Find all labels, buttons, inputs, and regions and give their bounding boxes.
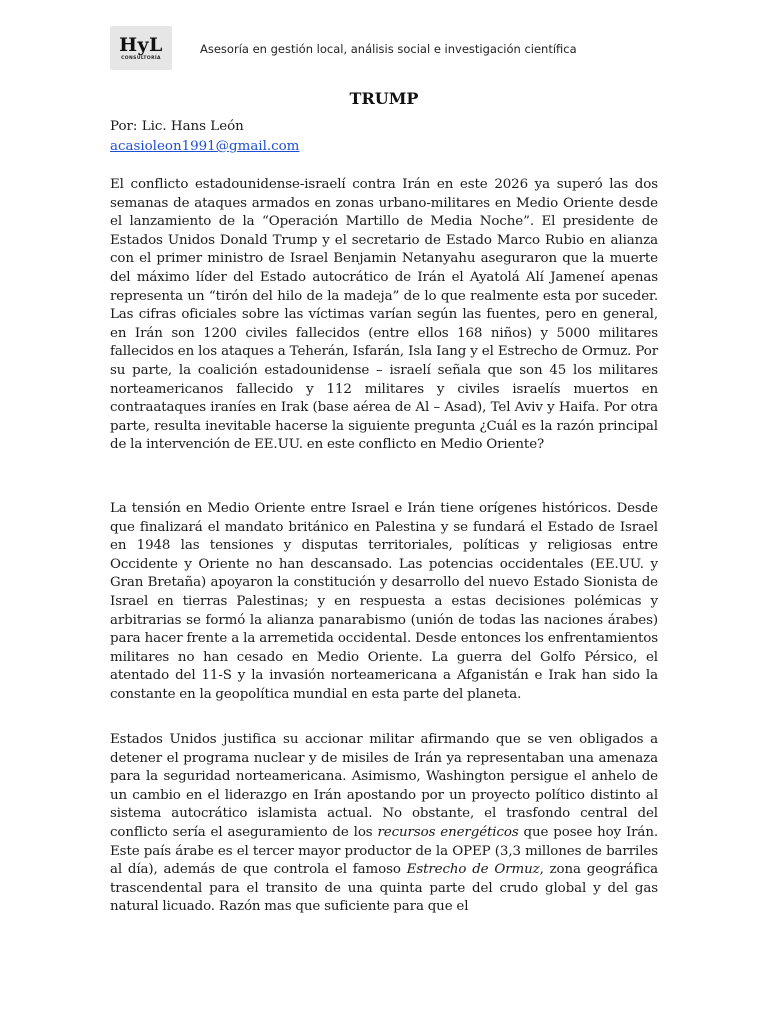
body-paragraph-3 — [110, 731, 658, 917]
paragraph-3-text-b: que posee hoy Irán. Este país árabe es el tercer mayor productor de la OPEP (3,3 millones de barriles al día), además de que controla el famoso — [110, 824, 658, 878]
article-title: TRUMP — [349, 89, 419, 108]
logo-subtext: CONSULTORÍA — [121, 55, 161, 61]
body-paragraph-1: El conflicto estadounidense-israelí contra Irán en este 2026 ya superó las dos semanas de ataques armados en zonas urbano-militares en Medio Oriente desde el lanzamiento de la “Operación Martillo de Media Noche”. El presidente de Estados Unidos Donald Trump y el secretario de Estado Marco Rubio en alianza con el primer ministro de Israel Benjamin Netanyahu aseguraron que la muerte del máximo líder del Estado autocrático de Irán el Ayatolá Alí Jameneí apenas representa un “tirón del hilo de la madeja” de lo que realmente esta por suceder. Las cifras oficiales sobre las víctimas varían según las fuentes, pero en general, en Irán son 1200 civiles fallecidos (entre ellos 168 niños) y 5000 militares fallecidos en los ataques a Teherán, Isfarán, Isla Iang y el Estrecho de Ormuz. Por su parte, la coalición estadounidense – israelí señala que son 45 los militares norteamericanos fallecido y 112 militares y civiles israelís muertos en contraataques iraníes en Irak (base aérea de Al – Asad), Tel Aviv y Haifa. Por otra parte, resulta inevitable hacerse la siguiente pregunta ¿Cuál es la razón principal de la intervención de EE.UU. en este conflicto en Medio Oriente? — [110, 177, 658, 453]
letterhead — [110, 26, 670, 72]
author-email-link[interactable]: acasioleon1991@gmail.com — [110, 139, 300, 154]
header-tagline: Asesoría en gestión local, análisis social e investigación científica — [200, 42, 577, 56]
article-author: Por: Lic. Hans León — [110, 119, 244, 134]
company-logo — [110, 26, 172, 70]
logo-mark-text: HyL — [119, 33, 163, 56]
italic-phrase-strait-of-hormuz: Estrecho de Ormuz — [406, 862, 540, 878]
body-paragraph-2: La tensión en Medio Oriente entre Israel e Irán tiene orígenes históricos. Desde que finalizará el mandato británico en Palestina y se fundará el Estado de Israel en 1948 las tensiones y disputas territoriales, políticas y religiosas entre Occidente y Oriente no han descansado. Las potencias occidentales (EE.UU. y Gran Bretaña) apoyaron la constitución y desarrollo del nuevo Estado Sionista de Israel en tierras Palestinas; y en respuesta a estas decisiones polémicas y arbitrarias se formó la alianza panarabismo (unión de todas las naciones árabes) para hacer frente a la arremetida occidental. Desde entonces los enfrentamientos militares no han cesado en Medio Oriente. La guerra del Golfo Pérsico, el atentado del 11-S y la invasión norteamericana a Afganistán e Irak han sido la constante en la geopolítica mundial en esta parte del planeta. — [110, 501, 658, 702]
italic-phrase-energy-resources: recursos energéticos — [377, 824, 519, 840]
paragraph-3-text-c: , zona geográfica trascendental para el transito de una quinta parte del crudo global y del gas natural licuado. Razón mas que suficiente para que el — [110, 862, 658, 915]
paragraph-3-text-a: Estados Unidos justifica su accionar militar afirmando que se ven obligados a detener el programa nuclear y de misiles de Irán ya representaban una amenaza para la seguridad norteamericana. Asimismo, Washington persigue el anhelo de un cambio en el liderazgo en Irán apostando por un proyecto político distinto al sistema autocrático islamista actual. No obstante, el trasfondo central del conflicto sería el aseguramiento de los — [110, 732, 658, 840]
